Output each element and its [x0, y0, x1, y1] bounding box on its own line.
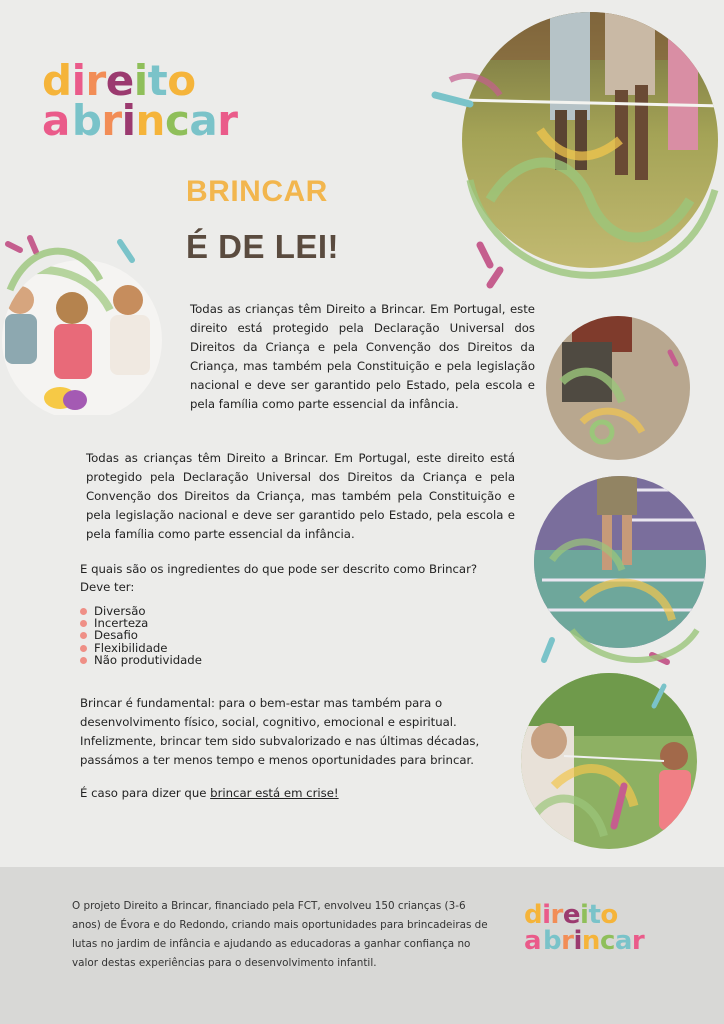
children-eyes-covered-photo: [0, 230, 175, 415]
intro-paragraph-wide: Todas as crianças têm Direito a Brincar. Em Portugal, este direito está protegido pela Declaração Universal dos Direitos da Criança e pela Convenção dos Direitos da Criança, mas também pela Constituição e pela legislação nacional e deve ser garantido pelo Estado, pela escola e pela família como parte essencial da infância.: [86, 451, 515, 541]
crisis-link[interactable]: brincar está em crise!: [210, 786, 339, 800]
logo-line1: direito: [42, 56, 196, 105]
title-brincar: BRINCAR: [186, 175, 328, 208]
crisis-line: [80, 786, 339, 800]
list-item: Flexibilidade: [80, 642, 202, 654]
child-hopscotch-photo: [522, 470, 712, 670]
intro-paragraph-small: Todas as crianças têm Direito a Brincar. Em Portugal, este direito está protegido pela Declaração Universal dos Direitos da Criança e pela Convenção dos Direitos da Criança, mas também pela Constituição e pela legislação nacional e deve ser garantido pelo Estado, pela escola e pela família como parte essencial da infância.: [190, 302, 535, 411]
list-item: Não produtividade: [80, 654, 202, 666]
list-item: Desafio: [80, 629, 202, 641]
ingredients-question: E quais são os ingredientes do que pode ser descrito como Brincar? Deve ter:: [80, 562, 478, 594]
ingredients-list: [80, 605, 202, 666]
fundamental-paragraph: Brincar é fundamental: para o bem-estar mas também para o desenvolvimento físico, social, cognitivo, emocional e espiritual. Infelizmente, brincar tem sido subvalorizado e nas últimas décadas, passámos a ter menos tempo e menos oportunidades para brincar.: [80, 696, 480, 767]
footer-text: O projeto Direito a Brincar, financiado pela FCT, envolveu 150 crianças (3-6 anos) de Évora e do Redondo, criando mais oportunidades para brincadeiras de lutas no jardim de infância e ajudando as educadoras a ganhar confiança no valor destas experiências para o desenvolvimento infantil.: [72, 900, 488, 969]
logo-direito-a-brincar: [42, 56, 238, 145]
children-running-race-photo: [430, 0, 724, 300]
logo-line2: abrincar: [42, 96, 238, 145]
list-item: Diversão: [80, 605, 202, 617]
logo-direito-a-brincar-footer: [524, 902, 644, 954]
logo-line1: direito: [524, 900, 618, 930]
child-tin-can-phone-photo: [514, 666, 704, 861]
logo-line2: abrincar: [524, 926, 645, 956]
child-playing-ground-photo: [542, 312, 694, 464]
list-item: Incerteza: [80, 617, 202, 629]
crisis-prefix: É caso para dizer que: [80, 786, 211, 800]
title-e-de-lei: É DE LEI!: [186, 228, 340, 265]
